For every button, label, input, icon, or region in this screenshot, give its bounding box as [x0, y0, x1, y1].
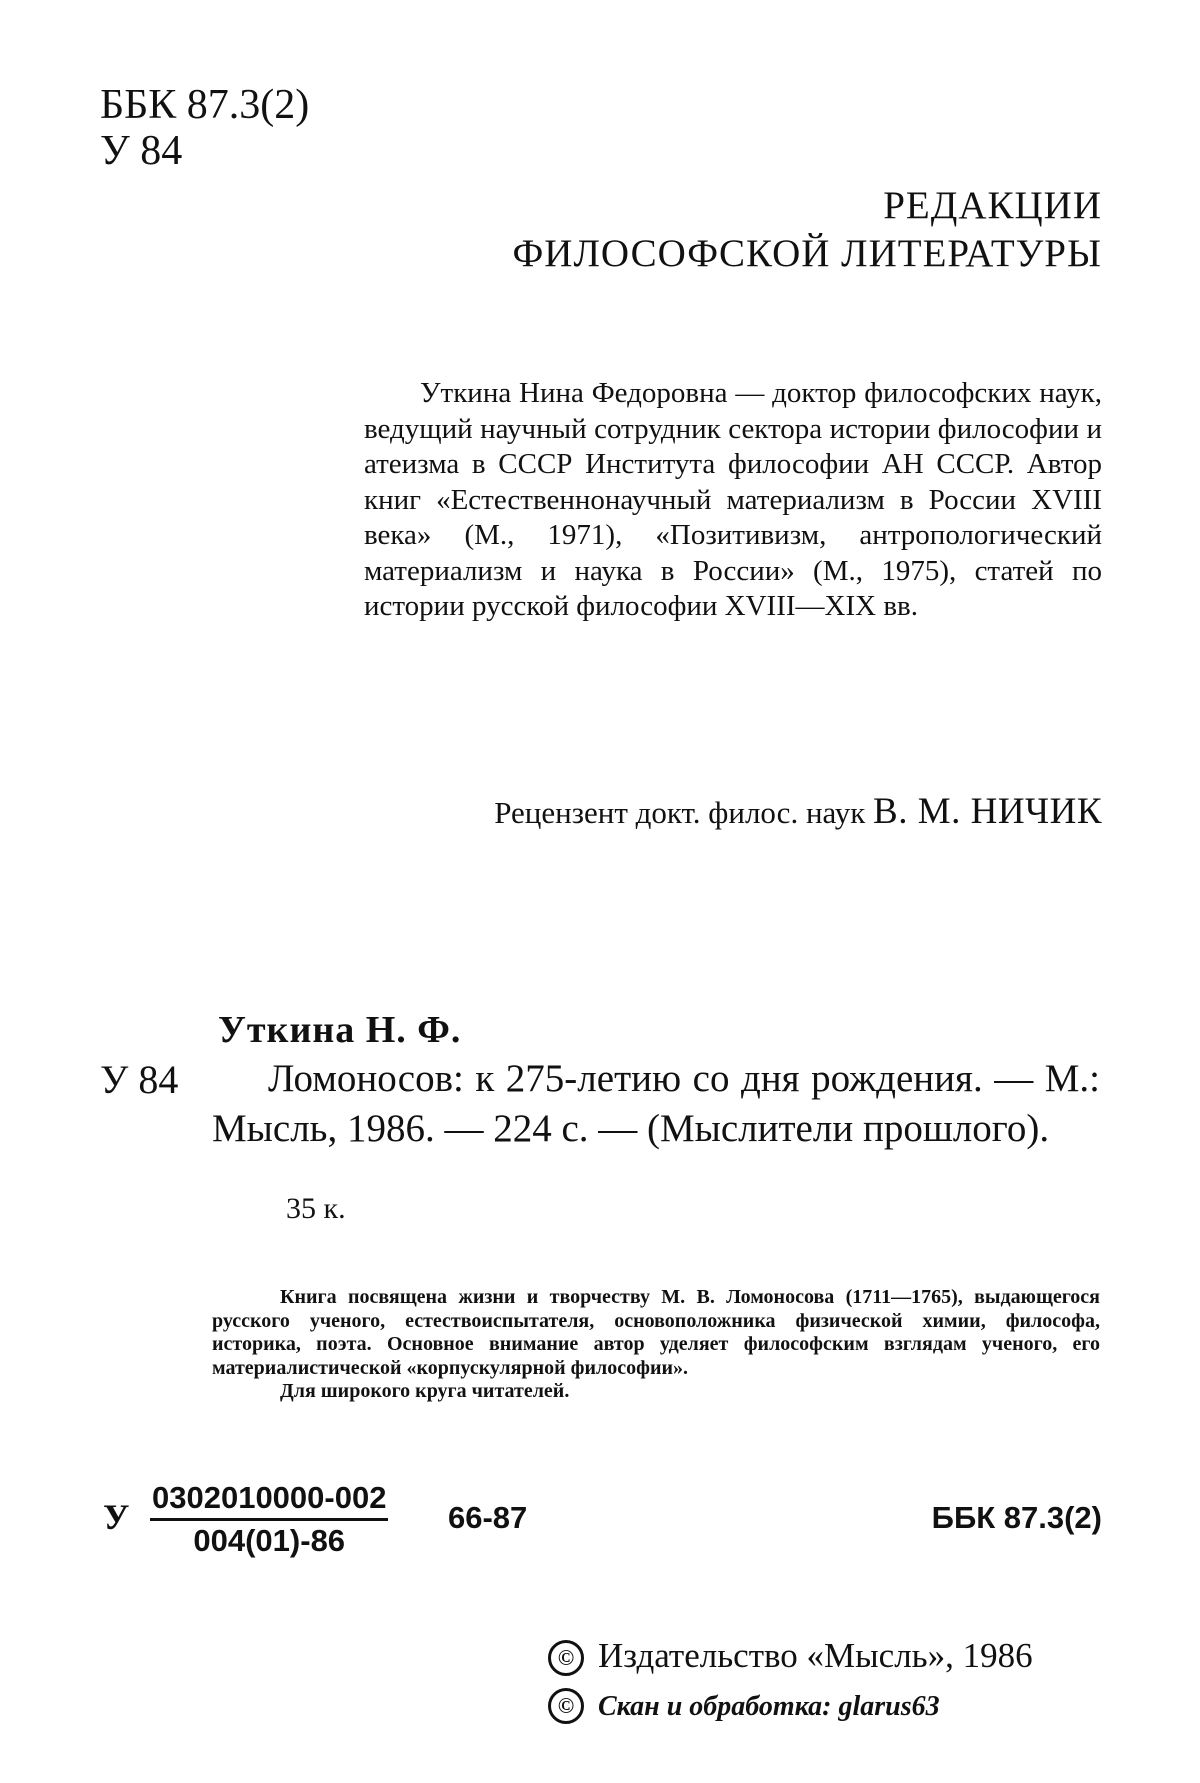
index-suffix: 66-87	[448, 1500, 528, 1535]
card-description	[212, 1054, 1100, 1154]
classification-block	[100, 82, 309, 174]
copyright-publisher	[548, 1636, 1033, 1676]
card-price: 35 к.	[286, 1192, 346, 1225]
card-code: У 84	[100, 1057, 179, 1102]
index-letter: У	[103, 1497, 130, 1537]
reviewer-line	[494, 790, 1102, 833]
card-author: Уткина Н. Ф.	[218, 1009, 462, 1051]
copyright-scan	[548, 1688, 940, 1724]
reviewer-prefix: Рецензент докт. филос. наук	[494, 795, 866, 830]
publisher-line-1: РЕДАКЦИИ	[883, 184, 1102, 227]
index-fraction	[150, 1480, 388, 1559]
annotation	[212, 1286, 1100, 1404]
bbk-code: ББК 87.3(2)	[100, 82, 310, 128]
publisher-heading	[513, 182, 1103, 278]
bbk-bottom: ББК 87.3(2)	[931, 1500, 1102, 1535]
card-description-text: Ломоносов: к 275-летию со дня рождения. — М.: Мысль, 1986. — 224 с. — (Мыслители прошлого).	[212, 1057, 1100, 1150]
annotation-text: Книга посвящена жизни и творчеству М. В. Ломоносова (1711—1765), выдающегося русского ученого, естествоиспытателя, основоположника физической химии, философа, историка, поэта. Основное внимание автор уделяет философским взглядам ученого, его материалистической «корпускулярной философии».	[212, 1286, 1100, 1379]
reviewer-name: В. М. НИЧИК	[873, 791, 1102, 832]
index-numerator: 0302010000-002	[150, 1480, 388, 1521]
copyright-publisher-text: Издательство «Мысль», 1986	[598, 1636, 1033, 1675]
author-mark: У 84	[100, 128, 183, 174]
annotation-audience: Для широкого круга читателей.	[280, 1380, 570, 1402]
author-bio	[364, 376, 1102, 625]
author-bio-text: Уткина Нина Федоровна — доктор философских наук, ведущий научный сотрудник сектора истории философии и атеизма в СССР Института философии АН СССР. Автор книг «Естественнонаучный материализм в России XVIII века» (М., 1971), «Позитивизм, антропологический материализм и наука в России» (М., 1975), статей по истории русской философии XVIII—XIX вв.	[364, 377, 1102, 622]
copyright-scan-text: Скан и обработка: glarus63	[598, 1691, 940, 1722]
copyright-icon: ©	[548, 1640, 584, 1676]
publisher-line-2: ФИЛОСОФСКОЙ ЛИТЕРАТУРЫ	[512, 232, 1102, 275]
index-denominator: 004(01)-86	[193, 1523, 346, 1558]
copyright-icon: ©	[548, 1688, 584, 1724]
